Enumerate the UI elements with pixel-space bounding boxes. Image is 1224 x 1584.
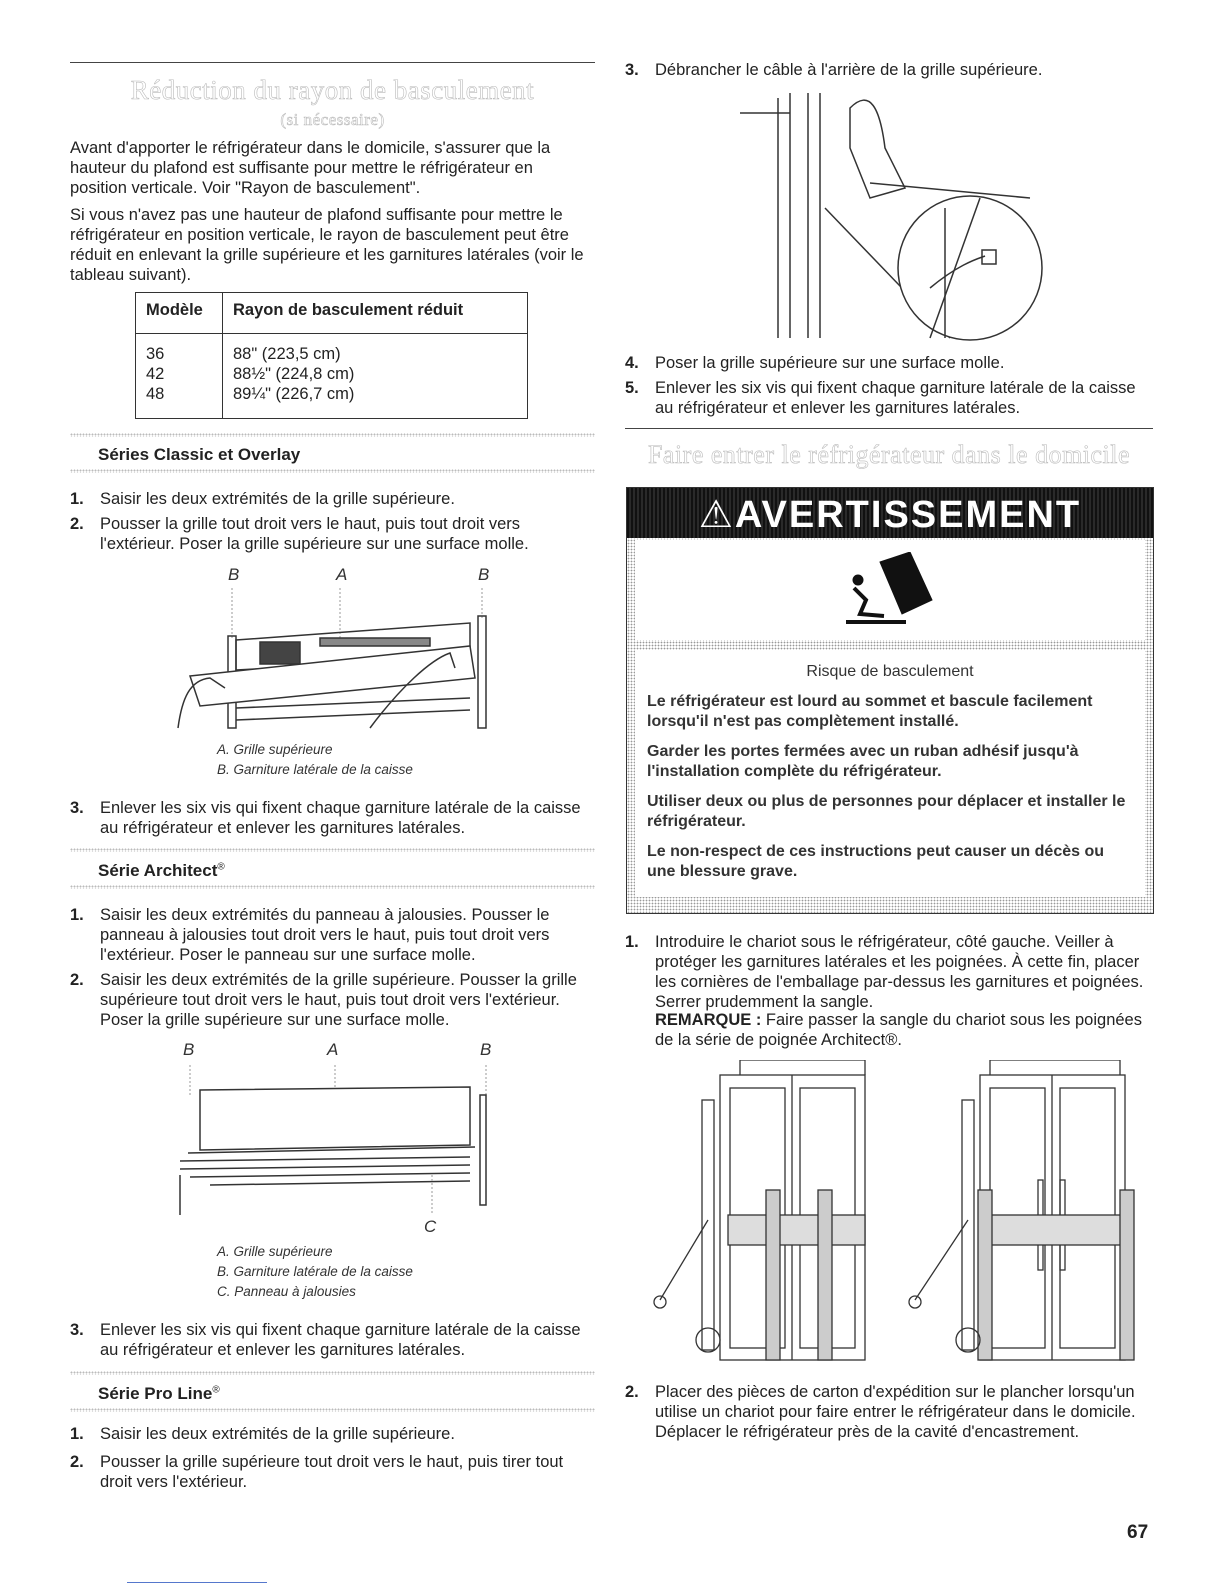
section-title-reduction: Réduction du rayon de basculement xyxy=(130,75,535,105)
caption-b: B. Garniture latérale de la caisse xyxy=(217,1264,413,1279)
note-text: Faire passer la sangle du chariot sous les poignées de la série de poignée Architect®. xyxy=(655,1011,1142,1049)
step-number: 1. xyxy=(70,906,84,924)
figure-architect-louver-panel xyxy=(170,1065,500,1215)
caption-c: C. Panneau à jalousies xyxy=(217,1284,356,1299)
table-header-radius: Rayon de basculement réduit xyxy=(223,293,528,334)
warning-line-4: Le non-respect de ces instructions peut causer un décès ou une blessure grave. xyxy=(647,843,1105,880)
section-subtitle: (si nécessaire) xyxy=(280,110,385,129)
divider-dotted xyxy=(70,469,595,473)
footer-line xyxy=(127,1582,267,1583)
figure-label-a: A xyxy=(327,1040,339,1059)
warning-text-panel xyxy=(635,650,1145,897)
step-text: Pousser la grille supérieure tout droit vers le haut, puis tirer tout droit vers l'extérieur. xyxy=(100,1453,564,1491)
step-text: Introduire le chariot sous le réfrigérateur, côté gauche. Veiller à protéger les garnitures latérales et les poignées. À cette fin, placer les cornières de l'emballage par-dessus les garnitures et poignées. Serrer prudemment la sangle. xyxy=(655,933,1144,1011)
figure-label-a: A xyxy=(336,565,348,584)
intro-paragraph-1: Avant d'apporter le réfrigérateur dans le domicile, s'assurer que la hauteur du plafond est suffisante pour mettre le réfrigérateur en position verticale. Voir "Rayon de basculement". xyxy=(70,139,551,197)
divider-dotted xyxy=(70,885,595,889)
warning-banner xyxy=(627,488,1153,538)
step-number: 3. xyxy=(70,799,84,817)
warning-triangle-icon: ⚠ xyxy=(698,494,735,536)
warning-line-3: Utiliser deux ou plus de personnes pour déplacer et installer le réfrigérateur. xyxy=(647,793,1126,830)
caption-a: A. Grille supérieure xyxy=(217,742,333,757)
model-42: 42 xyxy=(146,365,165,383)
step-text: Saisir les deux extrémités de la grille supérieure. Pousser la grille supérieure tout droit vers le haut, puis tout droit vers l'extérieur. Poser la grille supérieure sur une surface molle. xyxy=(100,971,577,1029)
heading-architect xyxy=(98,861,225,881)
heading-pro-line xyxy=(98,1384,220,1404)
step-text: Pousser la grille tout droit vers le haut, puis tout droit vers l'extérieur. Poser la grille supérieure sur une surface molle. xyxy=(100,515,529,553)
figure-label-b-right: B xyxy=(478,565,490,584)
step-number: 1. xyxy=(70,490,84,508)
note-label: REMARQUE : xyxy=(655,1011,762,1029)
caption-a: A. Grille supérieure xyxy=(217,1244,333,1259)
table-cell-radii xyxy=(223,334,528,419)
step-number: 3. xyxy=(625,61,639,79)
heading-text: Série Pro Line xyxy=(98,1384,213,1403)
registered-mark: ® xyxy=(212,1384,220,1396)
intro-paragraph-2: Si vous n'avez pas une hauteur de plafond suffisante pour mettre le réfrigérateur en position verticale, le rayon de basculement peut être réduit en enlevant la grille supérieure et les garnitures latérales (voir le tableau suivant). xyxy=(70,206,584,284)
table-header-model: Modèle xyxy=(136,293,223,334)
page-number: 67 xyxy=(1127,1522,1149,1543)
step-text: Placer des pièces de carton d'expédition sur le plancher lorsqu'un utilise un chariot pour faire entrer le réfrigérateur dans le domicile. Déplacer le réfrigérateur près de la cavité d'encastrement. xyxy=(655,1383,1136,1441)
divider-dotted xyxy=(70,1408,595,1412)
warning-box xyxy=(626,487,1154,914)
table-cell-models xyxy=(136,334,223,419)
step-number: 1. xyxy=(625,933,639,951)
figure-dolly-refrigerators xyxy=(640,1060,1140,1370)
figure-unplug-cable xyxy=(730,88,1050,346)
step-text: Enlever les six vis qui fixent chaque garniture latérale de la caisse au réfrigérateur et enlever les garnitures latérales. xyxy=(655,379,1136,417)
figure-label-b-right: B xyxy=(480,1040,492,1059)
warning-line-2: Garder les portes fermées avec un ruban adhésif jusqu'à l'installation complète du réfrigérateur. xyxy=(647,743,1079,780)
note-paragraph xyxy=(655,1010,1150,1050)
divider-dotted xyxy=(70,1371,595,1375)
step-text: Saisir les deux extrémités du panneau à jalousies. Pousser le panneau à jalousies tout droit vers le haut, puis tout droit vers l'extérieur. Poser le panneau sur une surface molle. xyxy=(100,906,550,964)
section-title-moving-in: Faire entrer le réfrigérateur dans le domicile xyxy=(647,440,1131,469)
registered-mark: ® xyxy=(217,861,225,873)
step-number: 2. xyxy=(70,971,84,989)
radius-42: 88½" (224,8 cm) xyxy=(233,365,355,383)
warning-hazard-title: Risque de basculement xyxy=(806,663,974,680)
radius-48: 89¼" (226,7 cm) xyxy=(233,385,355,403)
figure-classic-grille-removal xyxy=(170,588,500,730)
step-text: Débrancher le câble à l'arrière de la grille supérieure. xyxy=(655,61,1043,79)
step-text: Enlever les six vis qui fixent chaque garniture latérale de la caisse au réfrigérateur et enlever les garnitures latérales. xyxy=(100,1321,581,1359)
caption-b: B. Garniture latérale de la caisse xyxy=(217,762,413,777)
step-number: 1. xyxy=(70,1425,84,1443)
warning-word xyxy=(627,492,1153,537)
step-text: Saisir les deux extrémités de la grille supérieure. xyxy=(100,1425,455,1443)
top-rule-left xyxy=(70,62,595,63)
figure-label-b-left: B xyxy=(183,1040,195,1059)
model-48: 48 xyxy=(146,385,165,403)
step-number: 4. xyxy=(625,354,639,372)
warning-line-1: Le réfrigérateur est lourd au sommet et bascule facilement lorsqu'il n'est pas complètement installé. xyxy=(647,693,1093,730)
divider-dotted xyxy=(70,433,595,437)
step-text: Poser la grille supérieure sur une surface molle. xyxy=(655,354,1005,372)
tip-over-hazard-icon xyxy=(840,552,940,634)
model-36: 36 xyxy=(146,345,165,363)
step-text: Enlever les six vis qui fixent chaque garniture latérale de la caisse au réfrigérateur et enlever les garnitures latérales. xyxy=(100,799,581,837)
step-number: 3. xyxy=(70,1321,84,1339)
tilt-radius-table xyxy=(135,292,528,419)
step-number: 2. xyxy=(70,1453,84,1471)
radius-36: 88" (223,5 cm) xyxy=(233,345,341,363)
heading-text: Série Architect xyxy=(98,861,218,880)
divider-dotted xyxy=(70,848,595,852)
figure-label-b-left: B xyxy=(228,565,240,584)
step-number: 5. xyxy=(625,379,639,397)
heading-classic-overlay: Séries Classic et Overlay xyxy=(98,445,301,464)
warning-symbol-panel xyxy=(635,540,1145,640)
step-text: Saisir les deux extrémités de la grille supérieure. xyxy=(100,490,455,508)
rule-right xyxy=(625,428,1153,429)
step-number: 2. xyxy=(70,515,84,533)
figure-label-c: C xyxy=(424,1217,437,1236)
step-number: 2. xyxy=(625,1383,639,1401)
warning-word-text: AVERTISSEMENT xyxy=(734,494,1082,536)
